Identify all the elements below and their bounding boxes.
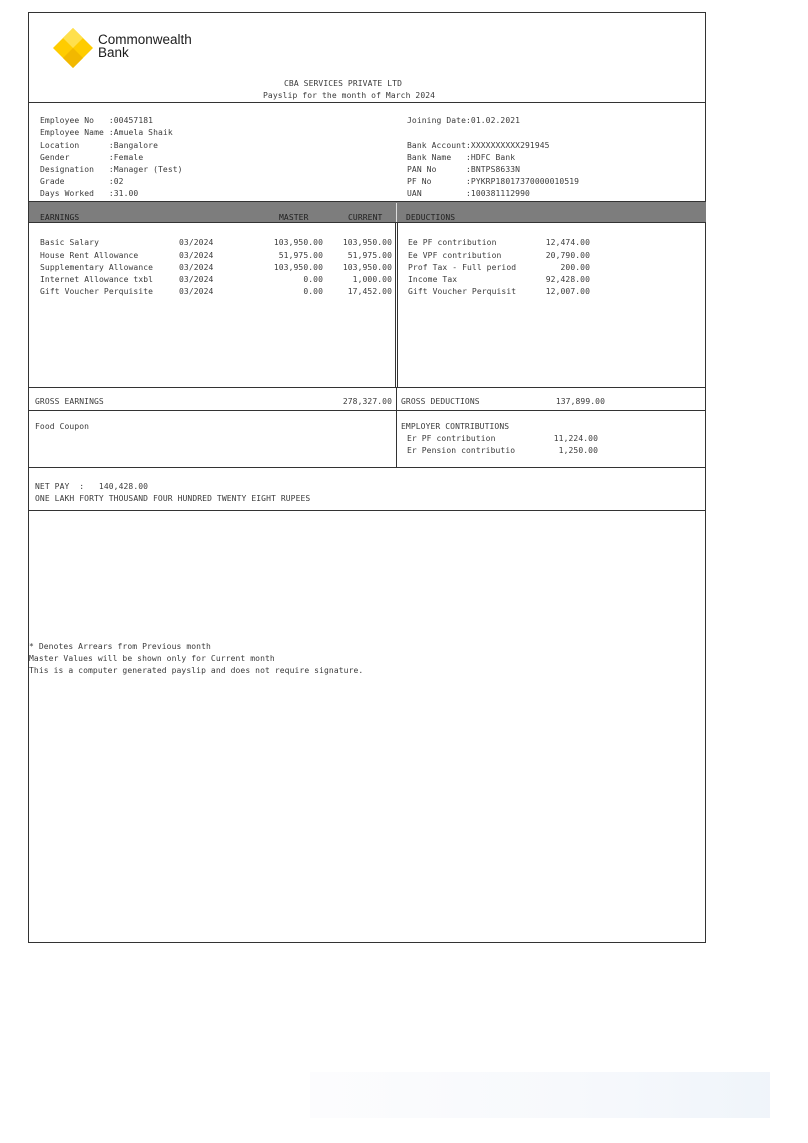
deduction-amount: 12,007.00: [545, 287, 590, 296]
note-computer-generated: This is a computer generated payslip and does not require signature.: [29, 666, 364, 675]
gross-separator: [396, 388, 397, 410]
employer-contribution-name: Er PF contribution: [407, 434, 496, 443]
designation-row: [40, 165, 183, 174]
value: HDFC Bank: [470, 153, 516, 162]
bank-account-row: [407, 141, 550, 150]
current-header: CURRENT: [348, 213, 383, 222]
earning-period: 03/2024: [179, 251, 214, 260]
earning-current: 51,975.00: [347, 251, 392, 260]
earning-master: 0.00: [303, 287, 323, 296]
earning-master: 103,950.00: [273, 238, 323, 247]
value: 100381112990: [470, 189, 530, 198]
label: Days Worked :: [40, 189, 114, 198]
value: 02: [113, 177, 124, 186]
days-worked-row: [40, 189, 138, 198]
earning-name: Basic Salary: [40, 238, 99, 247]
band-separator: [396, 203, 397, 222]
note-arrears: * Denotes Arrears from Previous month: [29, 642, 211, 651]
bank-name-line1: Commonwealth: [98, 32, 192, 47]
value: Bangalore: [113, 141, 158, 150]
value: Amuela Shaik: [113, 128, 173, 137]
earnings-header: EARNINGS: [40, 213, 80, 222]
deductions-left-border: [397, 222, 398, 388]
earning-name: Supplementary Allowance: [40, 263, 154, 272]
bank-name-row: [407, 153, 515, 162]
commonwealth-bank-diamond-icon: [52, 27, 94, 69]
location-row: [40, 141, 158, 150]
label: Bank Account:: [407, 141, 471, 150]
earning-current: 1,000.00: [352, 275, 392, 284]
label: Location :: [40, 141, 114, 150]
earning-period: 03/2024: [179, 287, 214, 296]
gross-deductions-label: GROSS DEDUCTIONS: [401, 397, 480, 406]
label: Bank Name :: [407, 153, 471, 162]
deduction-name: Ee PF contribution: [408, 238, 497, 247]
note-master-values: Master Values will be shown only for Current month: [29, 654, 275, 663]
bank-name-line2: Bank: [98, 45, 129, 60]
net-pay-value: 140,428.00: [98, 482, 149, 491]
label: Employee No :: [40, 116, 114, 125]
divider-header: [29, 102, 706, 103]
value: Female: [113, 153, 144, 162]
value: Manager (Test): [113, 165, 183, 174]
employee-no-row: [40, 116, 153, 125]
earnings-right-border: [395, 222, 396, 388]
label: PAN No :: [407, 165, 471, 174]
deduction-amount: 92,428.00: [545, 275, 590, 284]
divider-gross-bottom: [29, 410, 706, 411]
label: Designation :: [40, 165, 114, 174]
deduction-amount: 200.00: [560, 263, 590, 272]
uan-row: [407, 189, 530, 198]
joining-date-row: [407, 116, 520, 125]
employee-name-row: [40, 128, 173, 137]
gross-deductions-value: 137,899.00: [555, 397, 605, 406]
deduction-name: Gift Voucher Perquisit: [408, 287, 517, 296]
label: UAN :: [407, 189, 471, 198]
payslip-frame: [28, 12, 706, 943]
table-header-band: [29, 202, 706, 222]
deduction-name: Prof Tax - Full period: [408, 263, 517, 272]
deduction-name: Income Tax: [408, 275, 458, 284]
employer-contribution-amount: 11,224.00: [553, 434, 598, 443]
earning-current: 103,950.00: [342, 263, 392, 272]
food-coupon-label: Food Coupon: [35, 422, 90, 431]
scan-artifact: [310, 1072, 770, 1118]
value: XXXXXXXXXX291945: [470, 141, 550, 150]
earning-name: House Rent Allowance: [40, 251, 139, 260]
payslip-month-title: Payslip for the month of March 2024: [263, 91, 436, 100]
label: PF No :: [407, 177, 471, 186]
earning-current: 17,452.00: [347, 287, 392, 296]
value: BNTPS8633N: [470, 165, 521, 174]
employer-contributions-title: EMPLOYER CONTRIBUTIONS: [401, 422, 510, 431]
net-pay-in-words: ONE LAKH FORTY THOUSAND FOUR HUNDRED TWENTY EIGHT RUPEES: [35, 494, 311, 503]
bank-logo-text: [98, 33, 192, 59]
earning-name: Gift Voucher Perquisite: [40, 287, 154, 296]
value: 00457181: [113, 116, 154, 125]
earning-period: 03/2024: [179, 263, 214, 272]
divider-netpay-bottom: [29, 510, 706, 511]
employer-separator: [396, 411, 397, 467]
earning-period: 03/2024: [179, 275, 214, 284]
value: PYKRP18017370000010519: [470, 177, 580, 186]
earning-master: 103,950.00: [273, 263, 323, 272]
divider-employer-bottom: [29, 467, 706, 468]
earning-master: 0.00: [303, 275, 323, 284]
company-name: CBA SERVICES PRIVATE LTD: [284, 79, 402, 88]
label: Employee Name :: [40, 128, 114, 137]
deduction-amount: 12,474.00: [545, 238, 590, 247]
gross-earnings-value: 278,327.00: [342, 397, 392, 406]
grade-row: [40, 177, 124, 186]
label: Joining Date:: [407, 116, 471, 125]
value: 31.00: [113, 189, 139, 198]
earning-current: 103,950.00: [342, 238, 392, 247]
deduction-amount: 20,790.00: [545, 251, 590, 260]
gross-earnings-label: GROSS EARNINGS: [35, 397, 104, 406]
deductions-header: DEDUCTIONS: [406, 213, 456, 222]
label: Grade :: [40, 177, 114, 186]
divider-band-bottom: [29, 222, 706, 223]
label: Gender :: [40, 153, 114, 162]
pf-no-row: [407, 177, 579, 186]
earning-period: 03/2024: [179, 238, 214, 247]
master-header: MASTER: [279, 213, 309, 222]
net-pay-row: [35, 482, 148, 491]
employer-contribution-amount: 1,250.00: [558, 446, 598, 455]
pan-no-row: [407, 165, 520, 174]
employer-contribution-name: Er Pension contributio: [407, 446, 516, 455]
net-pay-label: NET PAY :: [35, 482, 85, 491]
earning-name: Internet Allowance txbl: [40, 275, 154, 284]
deduction-name: Ee VPF contribution: [408, 251, 502, 260]
gender-row: [40, 153, 143, 162]
divider-gross-top: [29, 387, 706, 388]
earning-master: 51,975.00: [278, 251, 323, 260]
value: 01.02.2021: [470, 116, 521, 125]
